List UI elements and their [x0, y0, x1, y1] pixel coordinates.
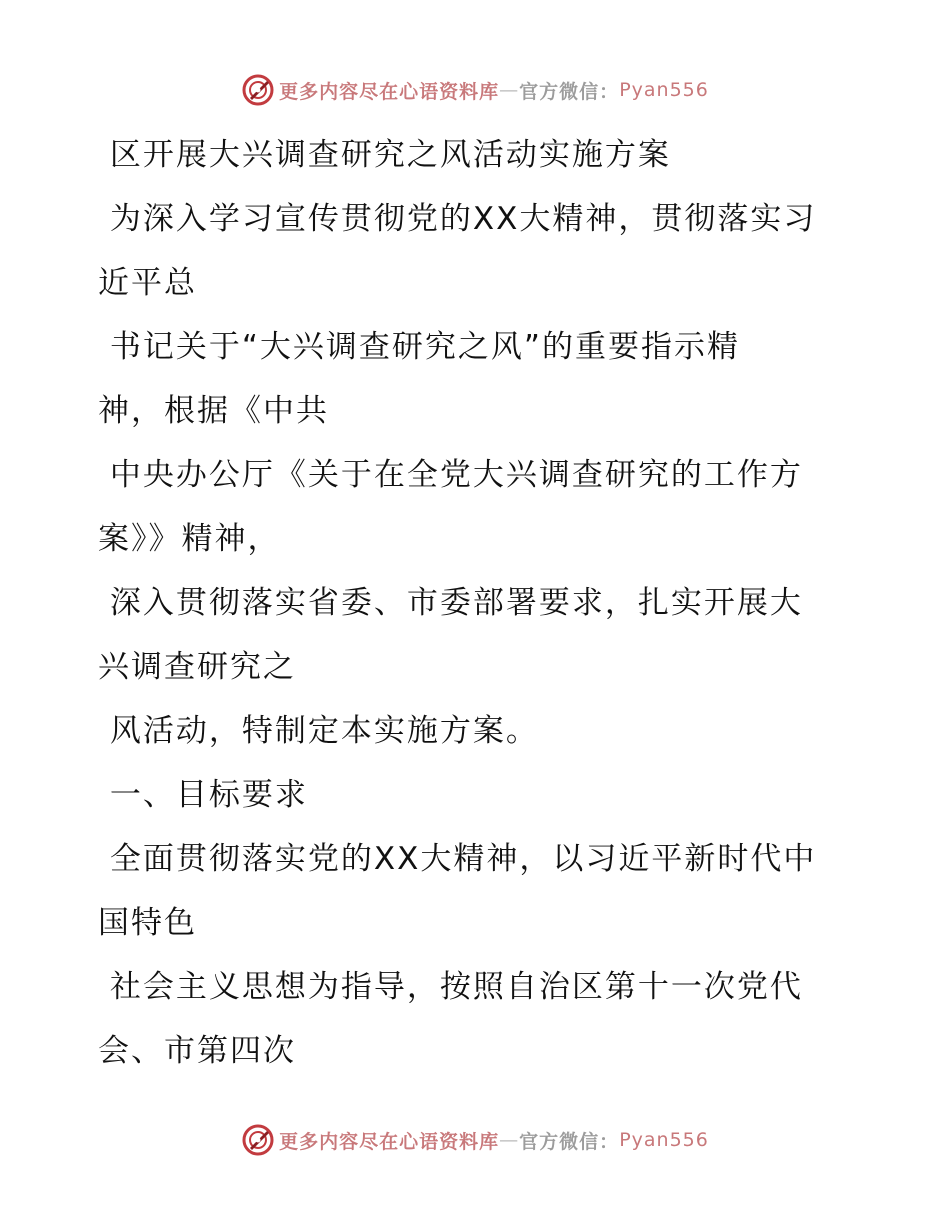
watermark-subtitle: 官方微信： [519, 1130, 620, 1153]
section-heading: 一、目标要求 [98, 777, 308, 813]
document-line: 社会主义思想为指导，按照自治区第十一次党代 [98, 969, 803, 1005]
watermark-title: 更多内容尽在心语资料库 [279, 1130, 500, 1153]
footer-watermark [0, 1120, 950, 1160]
header-watermark [0, 70, 950, 110]
watermark-wechat-id: Pyan556 [619, 79, 709, 101]
document-line: 全面贯彻落实党的XX大精神，以习近平新时代中 [98, 841, 817, 877]
pen-nib-logo-icon [241, 73, 275, 107]
watermark-subtitle: 官方微信： [519, 80, 620, 103]
document-line: 会、市第四次 [98, 1033, 296, 1069]
document-line: 近平总 [98, 265, 197, 301]
document-line: 兴调查研究之 [98, 649, 296, 685]
pen-nib-logo-icon [241, 1123, 275, 1157]
document-title: 区开展大兴调查研究之风活动实施方案 [98, 137, 671, 173]
watermark-title: 更多内容尽在心语资料库 [279, 80, 500, 103]
watermark-wechat-id: Pyan556 [619, 1129, 709, 1151]
document-line: 书记关于“大兴调查研究之风”的重要指示精 [98, 329, 740, 365]
document-line: 深入贯彻落实省委、市委部署要求，扎实开展大 [98, 585, 803, 621]
document-line: 为深入学习宣传贯彻党的XX大精神，贯彻落实习 [98, 201, 817, 237]
document-line: 国特色 [98, 905, 197, 941]
document-line: 神，根据《中共 [98, 393, 329, 429]
document-line: 案》》精神， [98, 521, 281, 557]
watermark-separator: — [499, 1129, 520, 1151]
watermark-separator: — [499, 79, 520, 101]
document-body [98, 123, 858, 1083]
document-line: 风活动，特制定本实施方案。 [98, 713, 539, 749]
document-line: 中央办公厅《关于在全党大兴调查研究的工作方 [98, 457, 803, 493]
